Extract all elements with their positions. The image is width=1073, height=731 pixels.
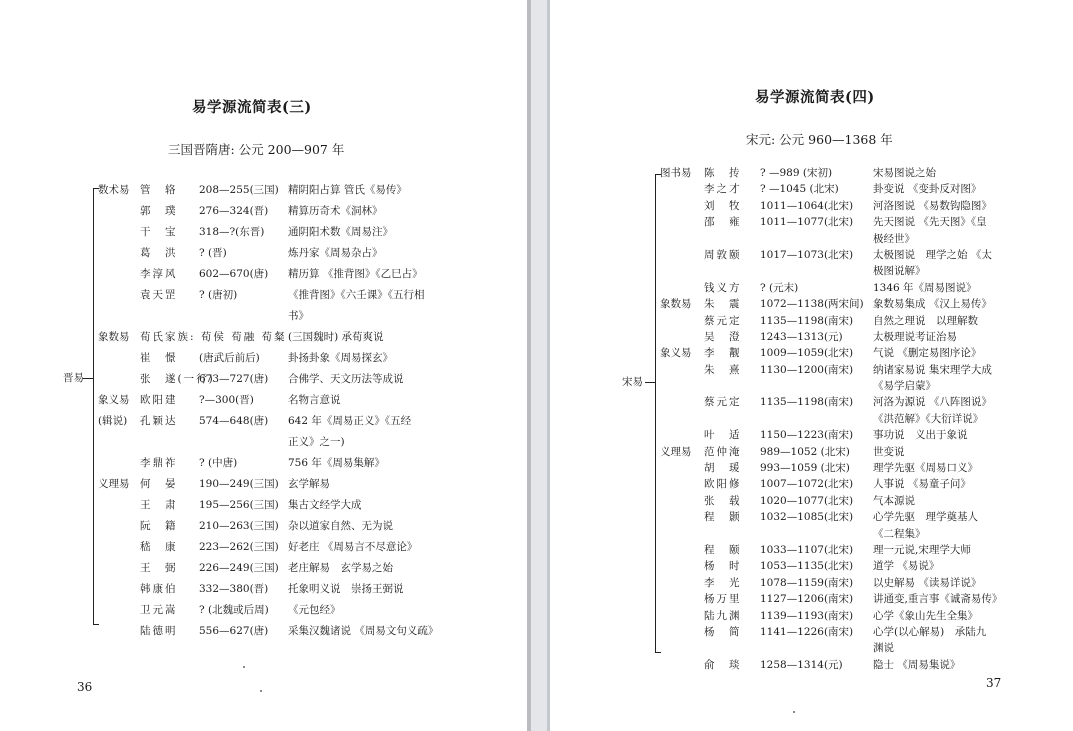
table-rows — [98, 180, 518, 642]
table-row — [660, 575, 1070, 591]
description: 老庄解易 玄学易之始 — [288, 562, 393, 574]
scholar-name: 韩康伯 — [140, 583, 178, 595]
life-dates: ? —989 (宋初) — [760, 167, 833, 179]
scan-speck — [260, 690, 262, 692]
table-row — [660, 198, 1070, 214]
category-label: 义理易 — [660, 445, 692, 458]
table-row — [660, 247, 1070, 263]
scholar-name: 李之才 — [704, 183, 742, 196]
scholar-name: 李淳风 — [140, 268, 178, 280]
life-dates: 993—1059 (北宋) — [760, 462, 850, 475]
description: 精阴阳占算 管氏《易传》 — [288, 184, 407, 196]
description: 河洛图说 《易数钩隐图》 — [873, 199, 992, 212]
right-page — [550, 0, 1073, 731]
table-row — [98, 516, 518, 537]
description: 采集汉魏诸说 《周易文句义疏》 — [288, 625, 439, 637]
description: 道学 《易说》 — [873, 560, 940, 573]
scholar-name: 蔡元定 — [704, 396, 742, 409]
table-row — [660, 608, 1070, 624]
table-row — [98, 579, 518, 600]
table-row — [660, 345, 1070, 361]
scholar-name: 李鼎祚 — [140, 457, 178, 469]
description: 太极图说 理学之始 《太 — [873, 248, 992, 261]
group-bracket-line — [93, 188, 94, 625]
scholar-name: 俞 琰 — [704, 658, 742, 671]
description: 理学先驱《周易口义》 — [873, 462, 978, 475]
description: 642 年《周易正义》《五经 — [288, 415, 412, 427]
category-label: 象数易 — [660, 298, 692, 311]
life-dates: 989—1052 (北宋) — [760, 445, 850, 458]
scholar-name: 袁天罡 — [140, 289, 178, 301]
table-row — [98, 180, 518, 201]
table-row — [660, 657, 1070, 673]
scholar-name: 陆九渊 — [704, 609, 742, 622]
scholar-name: 钱义方 — [704, 281, 742, 294]
description: 好老庄 《周易言不尽意论》 — [288, 541, 418, 553]
page-subtitle: 三国晋隋唐: 公元 200—907 年 — [168, 142, 345, 157]
scholar-name: 欧阳修 — [704, 478, 742, 491]
description: 卦变说 《变卦反对图》 — [873, 183, 982, 196]
category-label: 象义易 — [660, 347, 692, 360]
life-dates: 1072—1138(两宋间) — [760, 298, 864, 311]
table-row — [660, 444, 1070, 460]
table-row — [660, 427, 1070, 443]
category-label: 象义易 — [98, 394, 130, 406]
life-dates: 1078—1159(南宋) — [760, 576, 854, 589]
table-row — [660, 313, 1070, 329]
scholar-name: 杨万里 — [704, 593, 742, 606]
category-label: 图书易 — [660, 167, 692, 179]
category-label: 数术易 — [98, 184, 130, 196]
life-dates: 1011—1064(北宋) — [760, 199, 854, 212]
scholar-name: 程 颢 — [704, 511, 742, 524]
scholar-name: 蔡元定 — [704, 314, 742, 327]
scholar-name: 嵇 康 — [140, 541, 178, 553]
description: 气说 《删定易图序论》 — [873, 347, 982, 360]
description: 合佛学、天文历法等成说 — [288, 373, 404, 385]
scholar-name: 葛 洪 — [140, 247, 178, 259]
life-dates: ? (北魏或后周) — [199, 604, 269, 616]
description: 极图说解》 — [873, 265, 926, 278]
life-dates: 210—263(三国) — [199, 520, 279, 532]
page-gutter — [531, 0, 547, 731]
life-dates: 1243—1313(元) — [760, 330, 843, 343]
life-dates: 556—627(唐) — [199, 625, 269, 637]
scholar-name: 杨 简 — [704, 625, 742, 638]
scholar-name: 卫元嵩 — [140, 604, 178, 616]
life-dates: 332—380(晋) — [199, 583, 269, 595]
table-row — [660, 591, 1070, 607]
life-dates: 1135—1198(南宋) — [760, 314, 854, 327]
life-dates: 1258—1314(元) — [760, 658, 843, 671]
scholar-name: 周敦颐 — [704, 248, 742, 261]
description: 托象明义说 崇扬王弼说 — [288, 583, 404, 595]
table-row — [98, 600, 518, 621]
life-dates: 1127—1206(南宋) — [760, 593, 854, 606]
description: 心学(以心解易) 承陆九 — [873, 625, 987, 638]
life-dates: 318—?(东晋) — [199, 226, 265, 238]
life-dates: 1017—1073(北宋) — [760, 248, 854, 261]
scholar-name: 王 肃 — [140, 499, 178, 511]
table-row — [98, 369, 518, 390]
life-dates: 195—256(三国) — [199, 499, 279, 511]
life-dates: 1130—1200(南宋) — [760, 363, 854, 376]
description: 象数易集成 《汉上易传》 — [873, 298, 992, 311]
table-row — [98, 264, 518, 285]
scholar-name: 范仲淹 — [704, 445, 742, 458]
description: 世变说 — [873, 445, 905, 458]
table-row — [660, 231, 1070, 247]
table-row — [98, 621, 518, 642]
life-dates: (唐武后前后) — [199, 352, 260, 364]
group-bracket-line — [655, 174, 656, 653]
description: 《易学启蒙》 — [873, 380, 936, 393]
description: 《洪范解》《大衍详说》 — [873, 412, 984, 425]
description: 隐士 《周易集说》 — [873, 658, 961, 671]
table-row — [98, 201, 518, 222]
table-row — [98, 432, 518, 453]
page-title: 易学源流简表(三) — [192, 99, 312, 116]
description: 《二程集》 — [873, 527, 926, 540]
description: 极经世》 — [873, 232, 915, 245]
scholar-name: 杨 时 — [704, 560, 742, 573]
scholar-name: 朱 熹 — [704, 363, 742, 376]
page-title: 易学源流简表(四) — [755, 89, 875, 106]
table-rows — [660, 165, 1070, 673]
table-row — [98, 348, 518, 369]
table-row — [98, 243, 518, 264]
description: 心学《象山先生全集》 — [873, 609, 978, 622]
description: 《元包经》 — [288, 604, 341, 616]
life-dates: ? (元末) — [760, 281, 799, 294]
scholar-name: 张 遂(一行) — [140, 373, 215, 385]
life-dates: ? —1045 (北宋) — [760, 183, 839, 196]
life-dates: ? (中唐) — [199, 457, 238, 469]
life-dates: ?—300(晋) — [199, 394, 254, 406]
life-dates: 208—255(三国) — [199, 184, 279, 196]
description: 渊说 — [873, 642, 894, 655]
table-row — [660, 329, 1070, 345]
bracket-connector — [645, 382, 655, 383]
description: 太极理说考证治易 — [873, 330, 957, 343]
description: 书》 — [288, 310, 309, 322]
table-row — [660, 362, 1070, 378]
table-row — [98, 453, 518, 474]
table-row — [660, 476, 1070, 492]
table-row — [98, 558, 518, 579]
description: 人事说 《易童子问》 — [873, 478, 971, 491]
scholar-name: 叶 适 — [704, 429, 742, 442]
category-label: (辑说) — [98, 415, 128, 427]
description: 以史解易 《读易详说》 — [873, 576, 982, 589]
table-row — [98, 285, 518, 306]
table-row — [660, 263, 1070, 279]
life-dates: 223—262(三国) — [199, 541, 279, 553]
life-dates: 190—249(三国) — [199, 478, 279, 490]
page-subtitle: 宋元: 公元 960—1368 年 — [746, 132, 893, 147]
scholar-name: 郭 璞 — [140, 205, 178, 217]
description: 正义》之一) — [288, 436, 345, 448]
page-number: 37 — [986, 676, 1002, 690]
life-dates: 1139—1193(南宋) — [760, 609, 854, 622]
scholar-name: 刘 牧 — [704, 199, 742, 212]
scholar-name: 荀氏家族: 荀侯 荀融 荀粲 — [140, 331, 287, 343]
life-dates: 1032—1085(北宋) — [760, 511, 854, 524]
table-row — [660, 181, 1070, 197]
scholar-name: 张 载 — [704, 494, 742, 507]
description: 集古文经学大成 — [288, 499, 362, 511]
life-dates: 276—324(晋) — [199, 205, 269, 217]
description: 杂以道家自然、无为说 — [288, 520, 393, 532]
scholar-name: 管 辂 — [140, 184, 178, 196]
table-row — [98, 495, 518, 516]
description: 炼丹家《周易杂占》 — [288, 247, 383, 259]
description: 河洛为源说 《八阵图说》 — [873, 396, 992, 409]
description: 自然之理说 以理解数 — [873, 314, 978, 327]
table-row — [660, 296, 1070, 312]
description: 卦扬卦象《周易探玄》 — [288, 352, 393, 364]
table-row — [98, 537, 518, 558]
scan-speck — [793, 711, 795, 713]
table-row — [660, 640, 1070, 656]
description: 玄学解易 — [288, 478, 330, 490]
table-row — [98, 474, 518, 495]
table-row — [98, 306, 518, 327]
scholar-name: 陈 抟 — [704, 167, 742, 179]
life-dates: 1053—1135(北宋) — [760, 560, 854, 573]
table-row — [660, 280, 1070, 296]
life-dates: 673—727(唐) — [199, 373, 269, 385]
life-dates: 1141—1226(南宋) — [760, 625, 854, 638]
table-row — [660, 214, 1070, 230]
scholar-name: 李 光 — [704, 576, 742, 589]
left-page — [0, 0, 527, 731]
table-row — [660, 493, 1070, 509]
scholar-name: 欧阳建 — [140, 394, 178, 406]
description: 名物言意说 — [288, 394, 341, 406]
description: 讲通变,重言事《诚斋易传》 — [873, 593, 1003, 606]
page-number: 36 — [77, 680, 93, 694]
description: (三国魏时) 承荀爽说 — [288, 331, 384, 343]
scholar-name: 朱 震 — [704, 298, 742, 311]
category-label: 象数易 — [98, 331, 130, 343]
scholar-name: 王 弼 — [140, 562, 178, 574]
table-row — [98, 390, 518, 411]
scholar-name: 干 宝 — [140, 226, 178, 238]
scholar-name: 何 晏 — [140, 478, 178, 490]
scholar-name: 陆德明 — [140, 625, 178, 637]
table-row — [660, 558, 1070, 574]
table-row — [660, 394, 1070, 410]
life-dates: 574—648(唐) — [199, 415, 269, 427]
table-row — [98, 222, 518, 243]
scholar-name: 程 颐 — [704, 543, 742, 556]
description: 先天图说 《先天图》《皇 — [873, 216, 987, 229]
description: 宋易图说之始 — [873, 167, 936, 179]
description: 气本源说 — [873, 494, 915, 507]
scholar-name: 李 觏 — [704, 347, 742, 360]
table-row — [98, 327, 518, 348]
description: 理一元说,宋理学大师 — [873, 543, 971, 556]
life-dates: ? (唐初) — [199, 289, 238, 301]
side-label: 晋易 — [63, 372, 84, 384]
scholar-name: 邵 雍 — [704, 216, 742, 229]
life-dates: ? (晋) — [199, 247, 227, 259]
description: 通阴阳术数《周易注》 — [288, 226, 393, 238]
description: 心学先驱 理学奠基人 — [873, 511, 978, 524]
life-dates: 1009—1059(北宋) — [760, 347, 854, 360]
description: 1346 年《周易图说》 — [873, 281, 977, 294]
description: 精历算 《推背图》《乙巳占》 — [288, 268, 423, 280]
life-dates: 226—249(三国) — [199, 562, 279, 574]
life-dates: 1020—1077(北宋) — [760, 494, 854, 507]
bracket-connector — [83, 378, 93, 379]
table-row — [660, 378, 1070, 394]
life-dates: 1033—1107(北宋) — [760, 543, 854, 556]
description: 《推背图》《六壬课》《五行相 — [288, 289, 425, 301]
table-row — [660, 624, 1070, 640]
scan-speck — [243, 666, 245, 668]
description: 精算历奇术《洞林》 — [288, 205, 383, 217]
table-row — [660, 165, 1070, 181]
description: 756 年《周易集解》 — [288, 457, 385, 469]
description: 纳诸家易说 集宋理学大成 — [873, 363, 992, 376]
table-row — [660, 460, 1070, 476]
description: 事功说 义出于象说 — [873, 429, 968, 442]
scholar-name: 吴 澄 — [704, 330, 742, 343]
life-dates: 1135—1198(南宋) — [760, 396, 854, 409]
life-dates: 1007—1072(北宋) — [760, 478, 854, 491]
table-row — [98, 411, 518, 432]
scholar-name: 孔颖达 — [140, 415, 178, 427]
scholar-name: 崔 憬 — [140, 352, 178, 364]
table-row — [660, 542, 1070, 558]
life-dates: 1011—1077(北宋) — [760, 216, 854, 229]
life-dates: 1150—1223(南宋) — [760, 429, 854, 442]
scholar-name: 胡 瑗 — [704, 462, 742, 475]
table-row — [660, 509, 1070, 525]
table-row — [660, 411, 1070, 427]
table-row — [660, 526, 1070, 542]
side-label: 宋易 — [622, 376, 643, 388]
life-dates: 602—670(唐) — [199, 268, 269, 280]
scholar-name: 阮 籍 — [140, 520, 178, 532]
category-label: 义理易 — [98, 478, 130, 490]
